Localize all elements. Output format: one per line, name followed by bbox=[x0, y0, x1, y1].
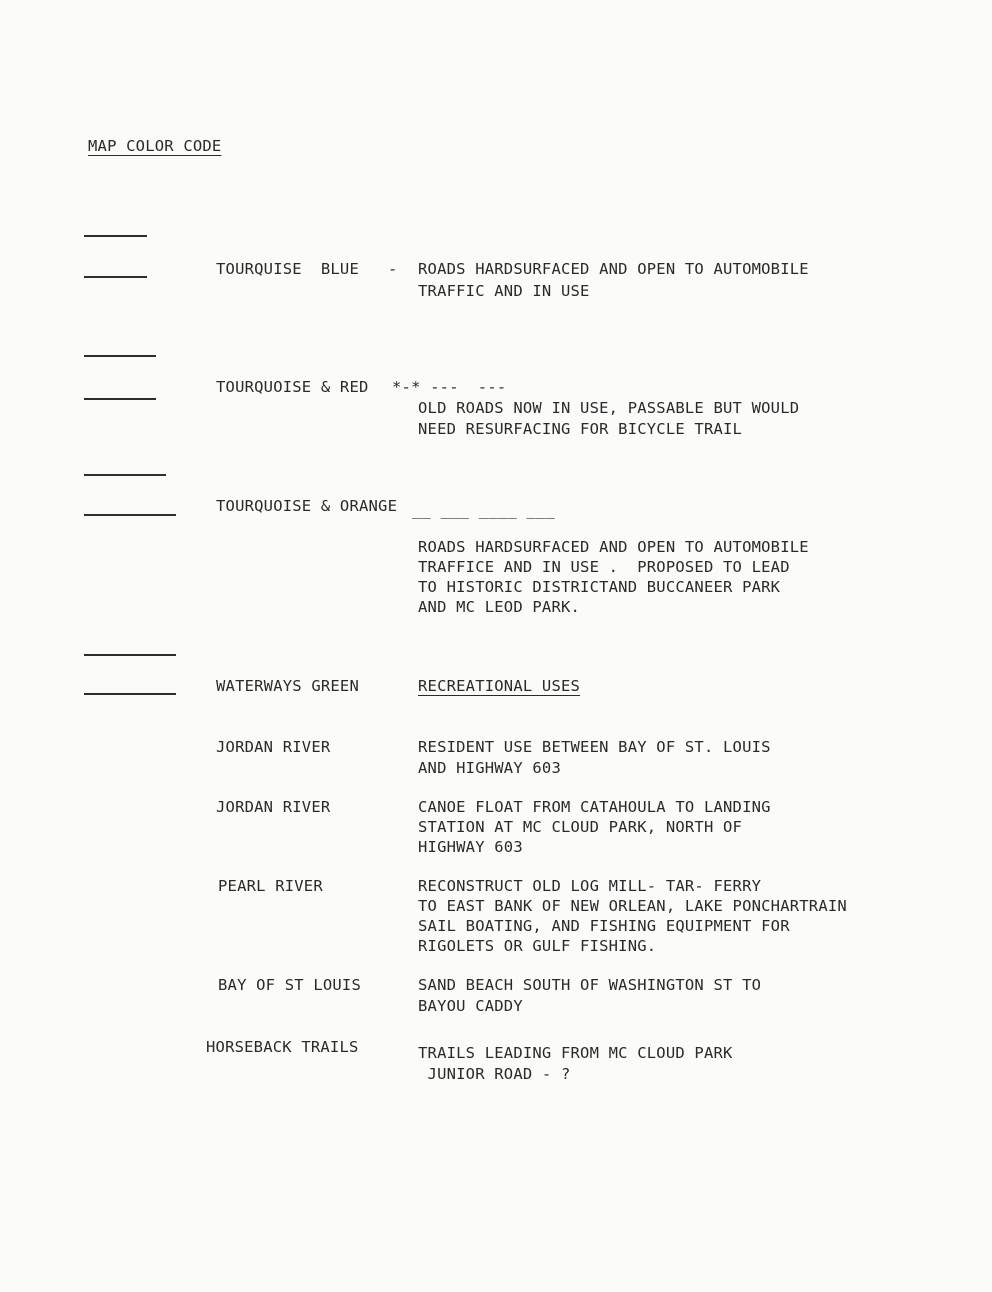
legend-line-green-1 bbox=[84, 654, 176, 656]
legend-line-orange-1 bbox=[84, 474, 166, 476]
legend-line-orange-2 bbox=[84, 514, 176, 516]
use-desc-line: RIGOLETS OR GULF FISHING. bbox=[418, 937, 657, 955]
use-place: JORDAN RIVER bbox=[216, 738, 331, 756]
legend-desc-line: TRAFFICE AND IN USE . PROPOSED TO LEAD bbox=[418, 558, 790, 576]
legend-marks: *-* --- --- bbox=[392, 378, 507, 396]
use-desc-line: AND HIGHWAY 603 bbox=[418, 759, 561, 777]
legend-label-orange: TOURQUOISE & ORANGE bbox=[216, 497, 398, 515]
page-title: MAP COLOR CODE bbox=[88, 137, 222, 155]
legend-desc-line: OLD ROADS NOW IN USE, PASSABLE BUT WOULD bbox=[418, 399, 800, 417]
legend-line-green-2 bbox=[84, 693, 176, 695]
use-place: PEARL RIVER bbox=[218, 877, 323, 895]
use-desc-line: STATION AT MC CLOUD PARK, NORTH OF bbox=[418, 818, 743, 836]
legend-line-red-1 bbox=[84, 355, 156, 357]
legend-desc-line: ROADS HARDSURFACED AND OPEN TO AUTOMOBILE bbox=[418, 260, 809, 278]
use-place: HORSEBACK TRAILS bbox=[206, 1038, 359, 1056]
legend-line-blue-2 bbox=[84, 276, 147, 278]
legend-desc-line: NEED RESURFACING FOR BICYCLE TRAIL bbox=[418, 420, 743, 438]
use-desc-line: TO EAST BANK OF NEW ORLEAN, LAKE PONCHARTRAIN bbox=[418, 897, 847, 915]
use-desc-line: BAYOU CADDY bbox=[418, 997, 523, 1015]
legend-desc-line: TRAFFIC AND IN USE bbox=[418, 282, 590, 300]
use-desc-line: RECONSTRUCT OLD LOG MILL- TAR- FERRY bbox=[418, 877, 762, 895]
legend-desc-line: ROADS HARDSURFACED AND OPEN TO AUTOMOBILE bbox=[418, 538, 809, 556]
legend-separator: - bbox=[388, 260, 398, 278]
legend-line-red-2 bbox=[84, 398, 156, 400]
legend-desc-line: AND MC LEOD PARK. bbox=[418, 598, 581, 616]
use-desc-line: SAND BEACH SOUTH OF WASHINGTON ST TO bbox=[418, 976, 762, 994]
use-desc-line: HIGHWAY 603 bbox=[418, 838, 523, 856]
legend-label-blue: TOURQUISE BLUE bbox=[216, 260, 359, 278]
legend-desc-line: TO HISTORIC DISTRICTAND BUCCANEER PARK bbox=[418, 578, 781, 596]
use-place: JORDAN RIVER bbox=[216, 798, 331, 816]
legend-line-blue-1 bbox=[84, 235, 147, 237]
use-desc-line: CANOE FLOAT FROM CATAHOULA TO LANDING bbox=[418, 798, 771, 816]
legend-label-green: WATERWAYS GREEN bbox=[216, 677, 359, 695]
use-desc-line: SAIL BOATING, AND FISHING EQUIPMENT FOR bbox=[418, 917, 790, 935]
use-desc-line: JUNIOR ROAD - ? bbox=[418, 1065, 571, 1083]
section-heading-recreational-uses: RECREATIONAL USES bbox=[418, 677, 581, 695]
use-place: BAY OF ST LOUIS bbox=[218, 976, 361, 994]
legend-marks: __ ___ ____ ___ bbox=[412, 501, 555, 519]
use-desc-line: RESIDENT USE BETWEEN BAY OF ST. LOUIS bbox=[418, 738, 771, 756]
use-desc-line: TRAILS LEADING FROM MC CLOUD PARK bbox=[418, 1044, 733, 1062]
legend-label-red: TOURQUOISE & RED bbox=[216, 378, 369, 396]
